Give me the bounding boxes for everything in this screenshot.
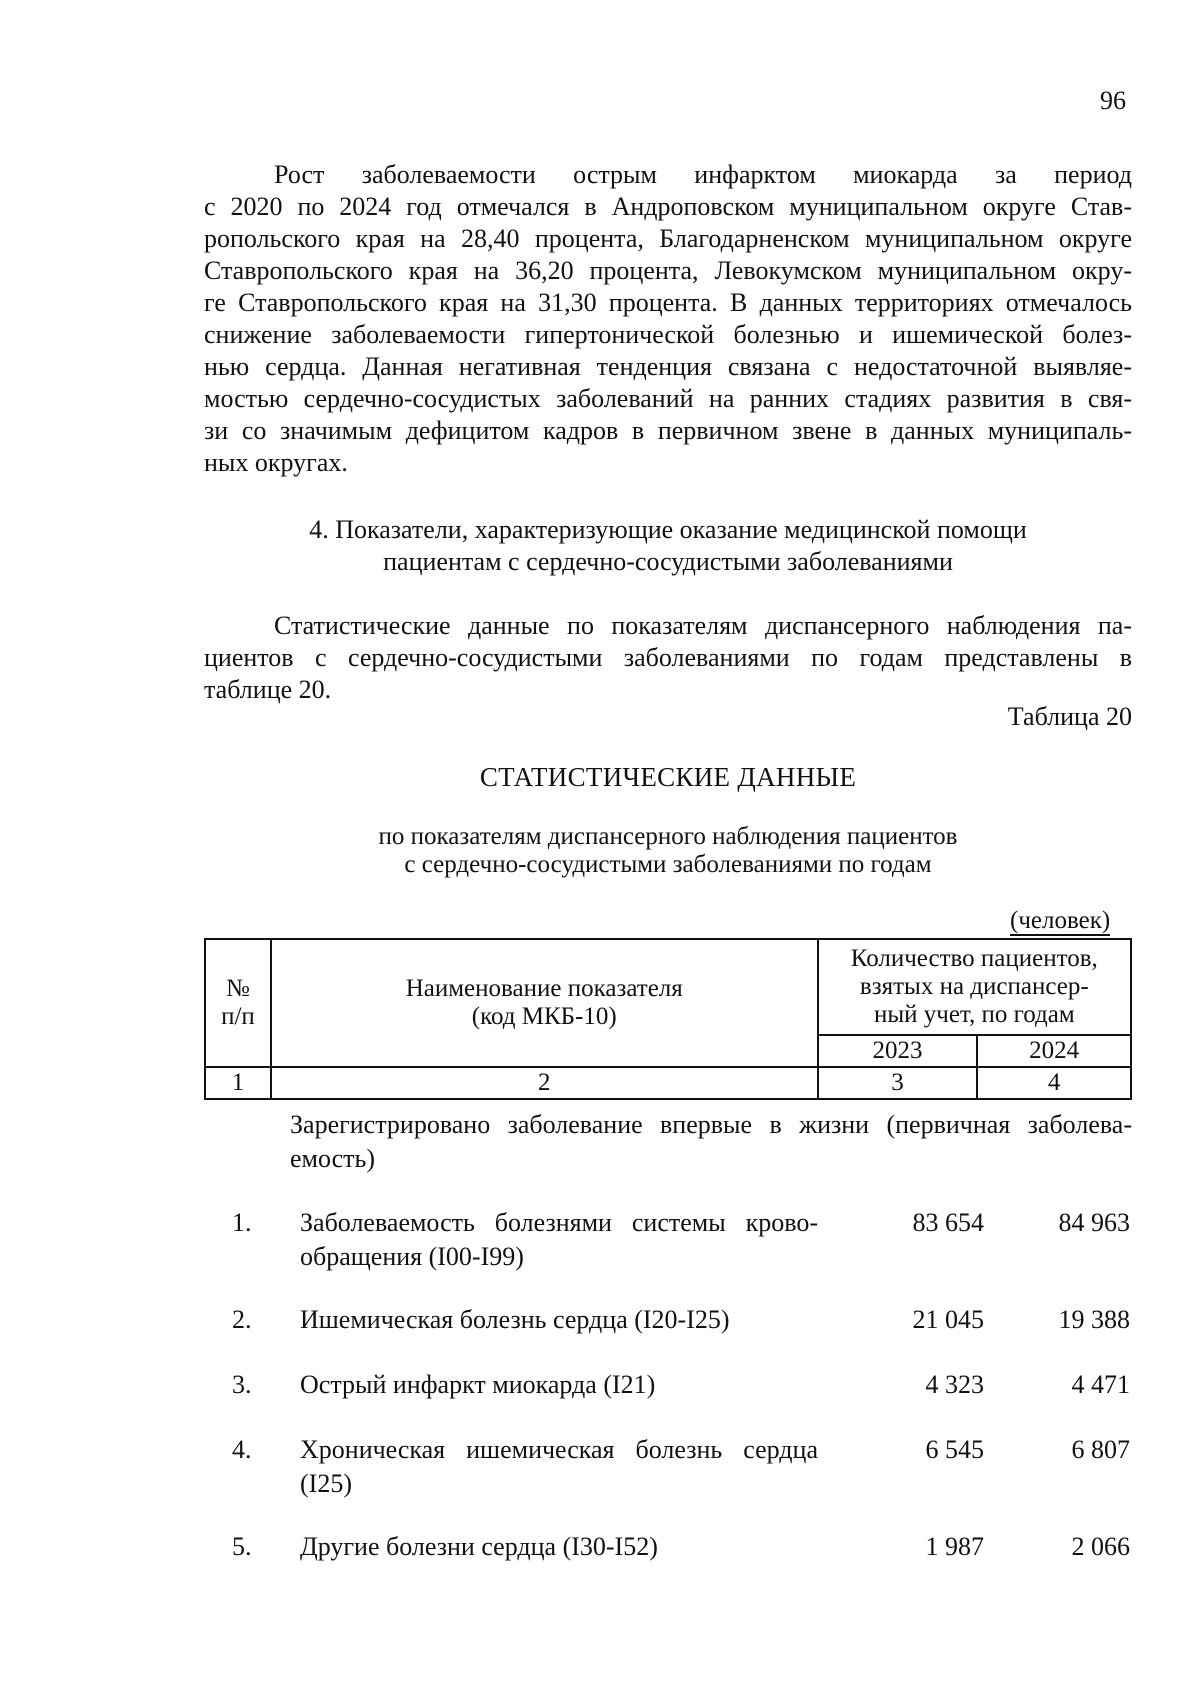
row-name: Острый инфаркт миокарда (I21) <box>300 1370 656 1399</box>
paragraph-table-ref <box>204 610 1132 706</box>
table-subtitle-line: по показателям диспансерного наблюдения пациентов <box>378 823 958 850</box>
paragraph-line: с 2020 по 2024 год отмечался в Андроповском муниципальном округе Став- <box>204 192 1132 221</box>
row-name-line: Хроническая ишемическая болезнь сердца <box>300 1435 818 1464</box>
paragraph-line: нью сердца. Данная негативная тенденция связана с недостаточной выявляе- <box>204 352 1132 381</box>
header-text: (код МКБ-10) <box>471 1003 617 1030</box>
row-number: 4. <box>232 1435 252 1464</box>
table-subtitle <box>204 823 1132 879</box>
table-title: СТАТИСТИЧЕСКИЕ ДАННЫЕ <box>479 762 857 792</box>
row-name: Другие болезни сердца (I30-I52) <box>300 1532 658 1561</box>
paragraph-line: ге Ставропольского края на 31,30 процента. В данных территориях отмечалось <box>204 288 1132 317</box>
header-cell-count <box>818 939 1131 1035</box>
paragraph-line: мостью сердечно-сосудистых заболеваний на ранних стадиях развития в свя- <box>204 384 1132 413</box>
header-text: п/п <box>221 1003 255 1030</box>
column-index-cell: 4 <box>977 1067 1131 1099</box>
table-header <box>204 938 1132 1100</box>
row-name <box>300 1206 818 1274</box>
header-text: № <box>226 975 250 1002</box>
row-name <box>300 1433 818 1501</box>
table-caption: Таблица 20 <box>1007 702 1132 731</box>
row-value-2023: 83 654 <box>912 1208 984 1237</box>
row-number: 1. <box>232 1208 252 1237</box>
section-label-line: емость) <box>290 1144 376 1173</box>
paragraph-line: Ставропольского края на 36,20 процента, Левокумском муниципальном окру- <box>204 256 1132 285</box>
row-name: Ишемическая болезнь сердца (I20-I25) <box>300 1305 730 1334</box>
section-label-line: Зарегистрировано заболевание впервые в жизни (первичная заболева- <box>290 1110 1132 1139</box>
row-value-2024: 2 066 <box>1071 1532 1130 1561</box>
unit-label: (человек) <box>1010 907 1111 934</box>
header-text: Количество пациентов, <box>850 945 1098 972</box>
row-number: 5. <box>232 1532 252 1561</box>
column-index-cell: 2 <box>271 1067 818 1099</box>
header-text: Наименование показателя <box>405 975 683 1002</box>
row-value-2023: 6 545 <box>925 1435 984 1464</box>
row-name-line: (I25) <box>300 1469 352 1498</box>
page-number: 96 <box>1100 86 1126 115</box>
header-cell-number <box>205 939 271 1067</box>
header-text: взятых на диспансер- <box>859 973 1089 1000</box>
row-value-2023: 1 987 <box>925 1532 984 1561</box>
paragraph-line: таблице 20. <box>204 675 332 704</box>
paragraph-line: Рост заболеваемости острым инфарктом миокарда за период <box>274 160 1132 189</box>
row-value-2024: 6 807 <box>1071 1435 1130 1464</box>
header-cell-name <box>271 939 818 1067</box>
row-value-2024: 84 963 <box>1058 1208 1130 1237</box>
paragraph-line: зи со значимым дефицитом кадров в первичном звене в данных муниципаль- <box>204 416 1132 445</box>
row-value-2024: 4 471 <box>1071 1370 1130 1399</box>
paragraph-line: Статистические данные по показателям диспансерного наблюдения па- <box>274 611 1132 640</box>
row-value-2024: 19 388 <box>1058 1305 1130 1334</box>
row-number: 2. <box>232 1305 252 1334</box>
column-index-cell: 3 <box>818 1067 978 1099</box>
paragraph-line: ных округах. <box>204 448 348 477</box>
section-heading-line: пациентам с сердечно-сосудистыми заболеваниями <box>383 547 953 576</box>
header-cell-year-2024: 2024 <box>977 1035 1131 1067</box>
row-number: 3. <box>232 1370 252 1399</box>
header-cell-year-2023: 2023 <box>818 1035 978 1067</box>
section-heading-line: 4. Показатели, характеризующие оказание медицинской помощи <box>309 515 1027 544</box>
row-name-line: обращения (I00-I99) <box>300 1242 524 1271</box>
row-name-line: Заболеваемость болезнями системы крово- <box>300 1208 818 1237</box>
table-section-label <box>290 1108 1132 1176</box>
section-heading <box>204 514 1132 578</box>
paragraph-line: циентов с сердечно-сосудистыми заболеваниями по годам представлены в <box>204 643 1132 672</box>
row-value-2023: 4 323 <box>925 1370 984 1399</box>
paragraph-line: ропольского края на 28,40 процента, Благодарненском муниципальном округе <box>204 224 1132 253</box>
column-index-cell: 1 <box>205 1067 271 1099</box>
header-text: ный учет, по годам <box>873 1001 1075 1028</box>
row-value-2023: 21 045 <box>912 1305 984 1334</box>
table-subtitle-line: с сердечно-сосудистыми заболеваниями по годам <box>404 851 932 878</box>
paragraph-line: снижение заболеваемости гипертонической болезнью и ишемической болез- <box>204 320 1132 349</box>
paragraph-intro <box>204 159 1132 479</box>
